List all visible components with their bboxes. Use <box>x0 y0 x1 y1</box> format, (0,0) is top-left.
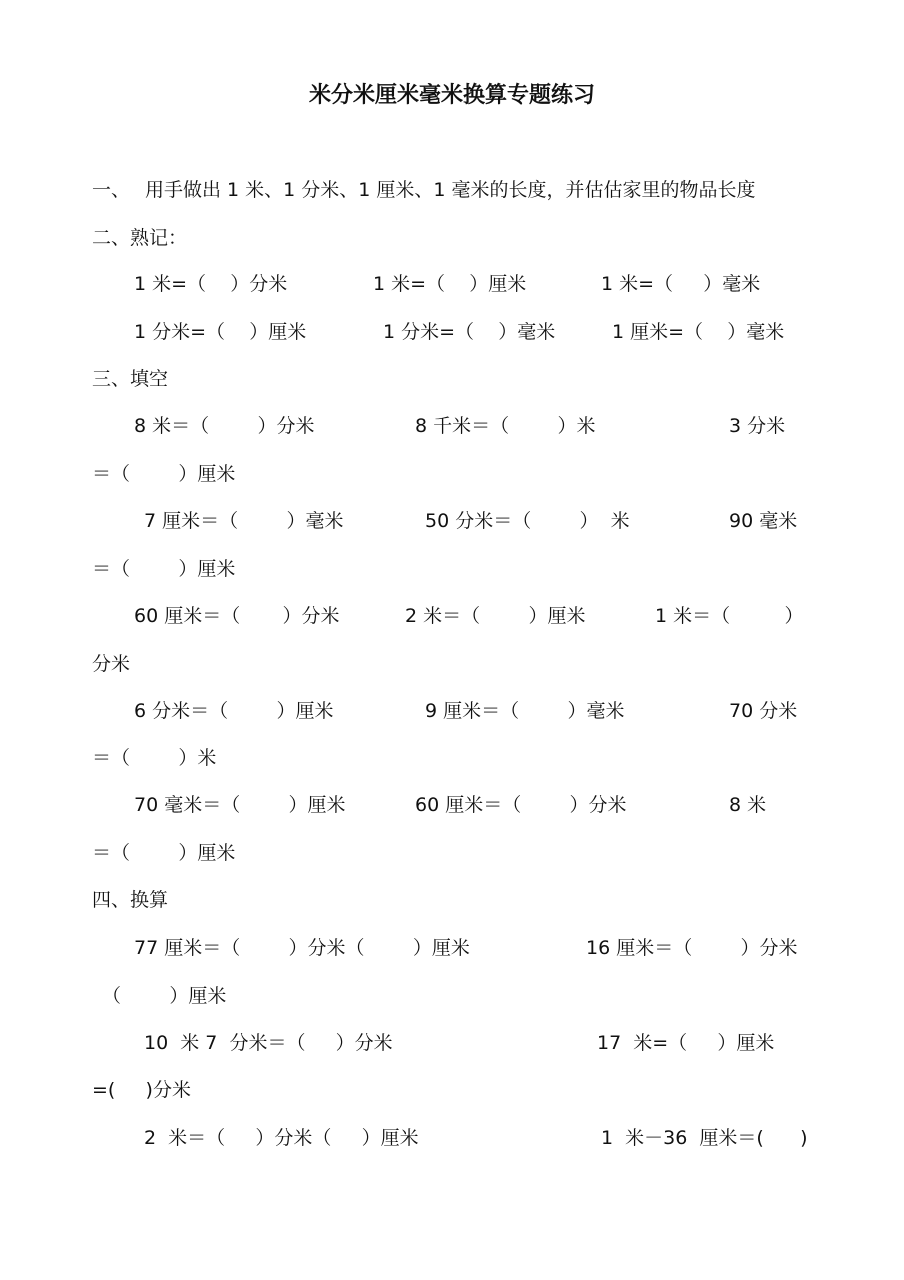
question: 3 分米 <box>729 415 786 437</box>
section-4-heading: 四、换算 <box>92 889 169 911</box>
question: 1 厘米=（ ）毫米 <box>612 321 785 343</box>
question: 2 米＝（ ）厘米 <box>405 605 586 627</box>
question: 1 米=（ ）毫米 <box>601 273 761 295</box>
section-2-heading: 二、熟记： <box>92 227 188 249</box>
question: 60 厘米＝（ ）分米 <box>415 794 627 816</box>
question: 7 厘米＝（ ）毫米 <box>144 510 344 532</box>
question: 50 分米＝（ ） 米 <box>425 510 630 532</box>
question: 90 毫米 <box>729 510 798 532</box>
question: 1 米=（ ）厘米 <box>373 273 527 295</box>
question: 8 米 <box>729 794 767 816</box>
question: 2 米＝（ ）分米（ ）厘米 <box>144 1127 419 1149</box>
question: 10 米 7 分米＝（ ）分米 <box>144 1032 393 1054</box>
question: 6 分米＝（ ）厘米 <box>134 700 334 722</box>
question: 1 分米=（ ）厘米 <box>134 321 307 343</box>
question: 8 千米＝（ ）米 <box>415 415 596 437</box>
question: 70 分米 <box>729 700 798 722</box>
question-continuation: ＝（ ）厘米 <box>92 558 236 580</box>
question-continuation: （ ）厘米 <box>102 985 227 1007</box>
question-continuation: ＝（ ）厘米 <box>92 842 236 864</box>
section-1-heading: 一、 <box>92 179 131 201</box>
question: 9 厘米＝（ ）毫米 <box>425 700 625 722</box>
section-1-text: 用手做出 1 米、1 分米、1 厘米、1 毫米的长度，并估估家里的物品长度 <box>145 179 756 201</box>
question-continuation: 分米 <box>92 653 131 675</box>
question: 60 厘米＝（ ）分米 <box>134 605 340 627</box>
question: 1 米=（ ）分米 <box>134 273 288 295</box>
question: 16 厘米＝（ ）分米 <box>586 937 798 959</box>
question-continuation: =( )分米 <box>92 1079 191 1101</box>
question: 8 米＝（ ）分米 <box>134 415 315 437</box>
worksheet-title: 米分米厘米毫米换算专题练习 <box>308 83 595 108</box>
question: 1 米＝（ ） <box>655 605 804 627</box>
question: 17 米=（ ）厘米 <box>597 1032 775 1054</box>
question-continuation: ＝（ ）米 <box>92 747 217 769</box>
question: 1 分米=（ ）毫米 <box>383 321 556 343</box>
question: 77 厘米＝（ ）分米（ ）厘米 <box>134 937 470 959</box>
question-continuation: ＝（ ）厘米 <box>92 463 236 485</box>
question: 70 毫米＝（ ）厘米 <box>134 794 346 816</box>
section-3-heading: 三、填空 <box>92 368 169 390</box>
question: 1 米－36 厘米＝( ) <box>601 1127 808 1149</box>
